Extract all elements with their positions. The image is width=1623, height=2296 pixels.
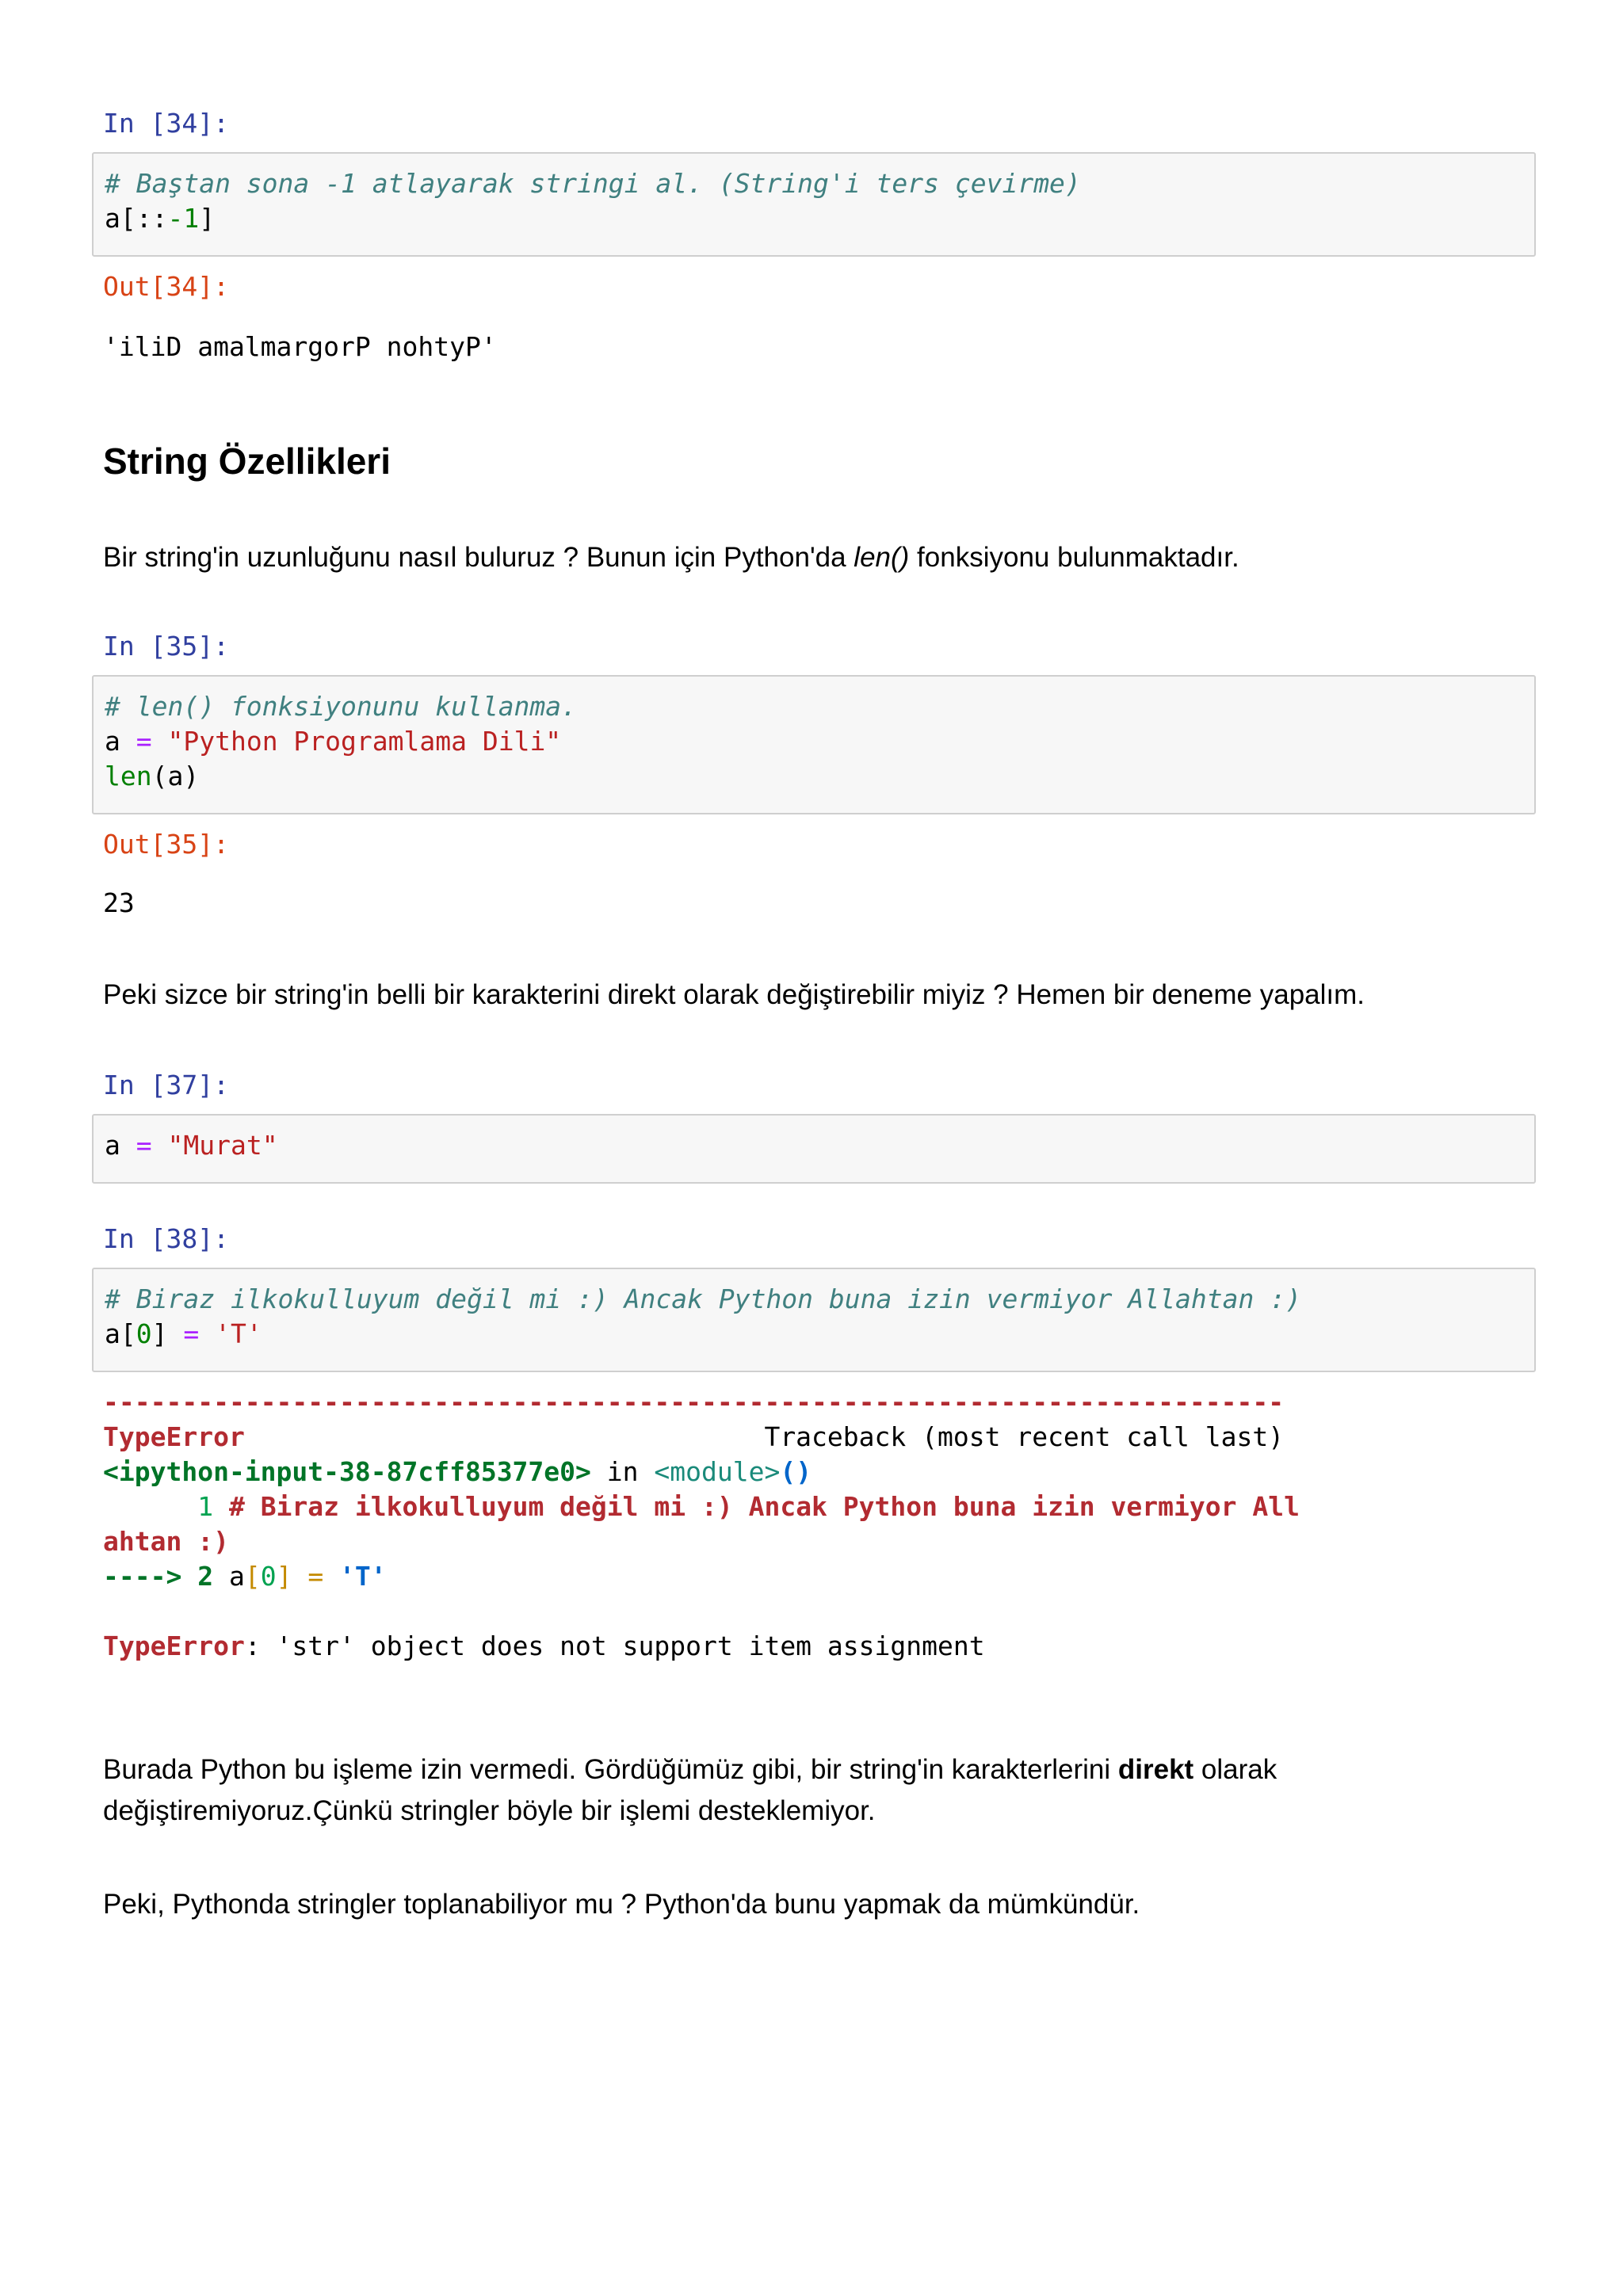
section-title: String Özellikleri: [103, 441, 391, 482]
in-prompt-37: In [37]:: [103, 1070, 229, 1100]
paragraph-italic: len(): [854, 542, 910, 573]
traceback-parens: (): [780, 1456, 812, 1487]
traceback-number: 0: [260, 1561, 277, 1592]
paragraph-question: Peki sizce bir string'in belli bir karakterini direkt olarak değiştirebilir miyiz ? Hemen bir deneme yapalım.: [103, 979, 1365, 1010]
code-number: 0: [136, 1318, 152, 1349]
in-prompt-35: In [35]:: [103, 631, 229, 662]
code-cell-37[interactable]: [92, 1114, 1536, 1184]
code-comment: # Biraz ilkokulluyum değil mi :) Ancak Python buna izin vermiyor Allahtan :): [105, 1283, 1301, 1314]
paragraph-text: Burada Python bu işleme izin vermedi. Gördüğümüz gibi, bir string'in karakterlerini: [103, 1754, 1118, 1785]
code-string: "Murat": [167, 1130, 278, 1161]
code-token: a[::: [105, 203, 168, 234]
traceback-final-message: : 'str' object does not support item assignment: [244, 1630, 985, 1661]
traceback-in-word: in: [590, 1456, 655, 1487]
paragraph-len: [103, 537, 1514, 578]
code-cell-35[interactable]: [92, 675, 1536, 814]
paragraph-bold: direkt: [1117, 1754, 1194, 1785]
traceback-bracket: [: [244, 1561, 261, 1592]
code-operator: =: [120, 1130, 168, 1161]
paragraph-concat: Peki, Pythonda stringler toplanabiliyor mu ? Python'da bunu yapmak da mümkündür.: [103, 1889, 1140, 1920]
traceback-token: a: [228, 1561, 245, 1592]
code-cell-34[interactable]: [92, 152, 1536, 257]
traceback-bracket: ]: [276, 1561, 292, 1592]
traceback-label: Traceback (most recent call last): [244, 1421, 1285, 1452]
code-token: a: [105, 1130, 120, 1161]
code-operator: =: [183, 1318, 200, 1349]
code-string: 'T': [215, 1318, 262, 1349]
out-prompt-34: Out[34]:: [103, 271, 229, 302]
code-cell-35-source[interactable]: [105, 689, 1523, 794]
traceback-input-ref[interactable]: <ipython-input-38-87cff85377e0>: [103, 1456, 591, 1487]
in-prompt-34: In [34]:: [103, 108, 229, 139]
traceback-arrow: ----> 2: [103, 1561, 229, 1592]
code-cell-38-source[interactable]: [105, 1282, 1523, 1352]
code-operator: =: [120, 726, 168, 757]
traceback-output: [103, 1385, 1300, 1664]
traceback-error-name: TypeError: [103, 1421, 245, 1452]
code-cell-38[interactable]: [92, 1268, 1536, 1372]
code-comment: # len() fonksiyonunu kullanma.: [105, 691, 578, 722]
code-token: ]: [199, 203, 216, 234]
paragraph-text: olarak değiştiremiyoruz.Çünkü stringler böyle bir işlemi desteklemiyor.: [103, 1754, 1277, 1826]
code-builtin: len: [105, 761, 152, 791]
traceback-final-error-name: TypeError: [103, 1630, 245, 1661]
traceback-operator: =: [292, 1561, 340, 1592]
code-number: -1: [167, 203, 200, 234]
code-cell-34-source[interactable]: [105, 166, 1523, 236]
paragraph-text: fonksiyonu bulunmaktadır.: [909, 542, 1239, 573]
traceback-line-comment: # Biraz ilkokulluyum değil mi :) Ancak Python buna izin vermiyor All: [228, 1491, 1300, 1522]
code-comment: # Baştan sona -1 atlayarak stringi al. (String'i ters çevirme): [105, 168, 1081, 199]
code-token: [199, 1318, 215, 1349]
in-prompt-38: In [38]:: [103, 1223, 229, 1254]
code-string: "Python Programlama Dili": [167, 726, 562, 757]
paragraph-explanation: [103, 1749, 1466, 1832]
traceback-dashes: ---------------------------------------------------------------------------: [103, 1386, 1285, 1417]
code-token: a[: [105, 1318, 136, 1349]
traceback-module: <module>: [654, 1456, 781, 1487]
traceback-line-number: 1: [103, 1491, 229, 1522]
paragraph-text: Bir string'in uzunluğunu nasıl buluruz ? Bunun için Python'da: [103, 542, 854, 573]
traceback-line-comment-wrap: ahtan :): [103, 1526, 229, 1557]
code-token: (a): [151, 761, 200, 791]
out-prompt-35: Out[35]:: [103, 829, 229, 860]
code-token: ]: [151, 1318, 184, 1349]
traceback-string: 'T': [339, 1561, 387, 1592]
code-cell-37-source[interactable]: [105, 1128, 1523, 1163]
code-token: a: [105, 726, 120, 757]
output-34: 'iliD amalmargorP nohtyP': [103, 331, 497, 362]
output-35: 23: [103, 887, 135, 918]
